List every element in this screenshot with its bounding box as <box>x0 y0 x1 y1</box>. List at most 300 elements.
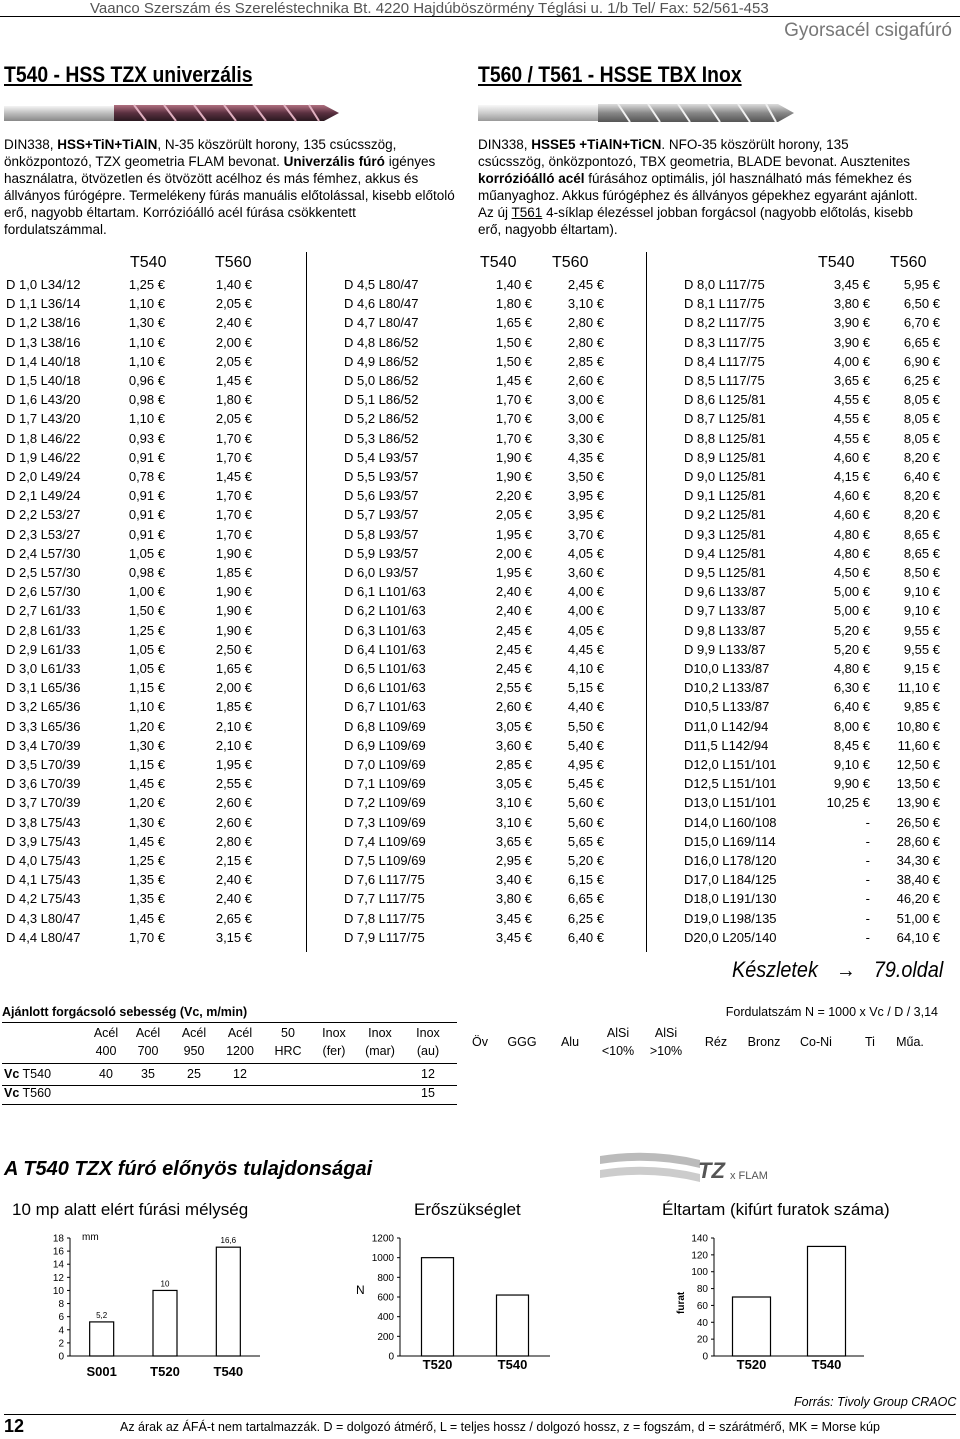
price-cell-size: D 2,8 L61/33 <box>6 622 81 638</box>
price-cell-t540-price: 5,20 € <box>833 641 870 657</box>
price-cell-t560-price: 38,40 € <box>896 872 940 888</box>
price-cell-t560-price: 1,70 € <box>215 507 252 523</box>
speed-header-cell: Inox <box>416 1026 440 1040</box>
price-cell-size: D 1,6 L43/20 <box>6 392 81 408</box>
price-cell-t540-price: 1,80 € <box>495 296 532 312</box>
speed-row-label <box>4 1067 51 1081</box>
chart3-title: Éltartam (kifúrt furatok száma) <box>662 1200 890 1219</box>
price-cell-t540-price: 0,91 € <box>128 526 165 542</box>
price-cell-t540-price: 3,10 € <box>495 814 532 830</box>
price-cell-t540-price: 3,80 € <box>833 296 870 312</box>
price-cell-size: D 3,5 L70/39 <box>6 757 81 772</box>
price-cell-t560-price: 2,55 € <box>215 776 252 792</box>
t560-drill-image <box>478 98 798 128</box>
price-cell-t540-price: 4,55 € <box>833 411 870 427</box>
y-tick-label: 4 <box>58 1325 64 1337</box>
speed-header-cell: GGG <box>507 1035 537 1049</box>
y-tick-label: 2 <box>58 1338 64 1350</box>
price-cell-t540-price: 3,45 € <box>833 277 870 292</box>
y-tick-label: 0 <box>702 1351 708 1363</box>
chart-force-requirement <box>340 1228 580 1388</box>
y-tick-label: 6 <box>58 1312 64 1324</box>
price-cell-t560-price: 5,65 € <box>567 833 604 849</box>
price-cell-t540-price: 1,05 € <box>128 661 165 676</box>
speed-header-cell: AlSi <box>606 1026 630 1040</box>
price-cell-t560-price: 46,20 € <box>896 891 940 907</box>
speed-header-cell: 950 <box>183 1044 205 1058</box>
price-cell-t540-price: 0,93 € <box>128 430 165 446</box>
price-cell-t560-price: 9,10 € <box>903 603 940 619</box>
data-label: 10 <box>160 1279 170 1289</box>
price-cell-t560-price: 8,05 € <box>903 430 940 446</box>
price-cell-size: D 5,1 L86/52 <box>344 392 419 408</box>
price-cell-t540-price: 1,05 € <box>128 545 165 561</box>
price-cell-size: D 3,6 L70/39 <box>6 776 81 792</box>
price-cell-t560-price: 1,90 € <box>215 622 252 638</box>
price-cell-t540-price: 1,15 € <box>128 680 165 696</box>
price-cell-t540-price: 2,00 € <box>495 545 532 561</box>
price-cell-t540-price: 5,20 € <box>833 622 870 638</box>
price-cell-t560-price: 13,50 € <box>896 776 940 792</box>
price-cell-t540-price: 1,90 € <box>495 469 532 484</box>
price-cell-t560-price: 8,20 € <box>903 507 940 523</box>
price-cell-t540-price: 2,05 € <box>495 507 532 523</box>
price-cell-t560-price: 2,10 € <box>215 737 252 753</box>
bar <box>90 1322 114 1356</box>
price-cell-t560-price: 1,90 € <box>215 545 252 561</box>
price-cell-t540-price: 1,15 € <box>128 757 165 772</box>
speed-header-cell: 1200 <box>226 1044 254 1058</box>
price-cell-size: D 1,4 L40/18 <box>6 353 81 369</box>
price-cell-size: D 6,7 L101/63 <box>344 699 426 715</box>
price-cell-t540-price: 0,91 € <box>128 449 165 465</box>
speed-header-cell: Acél <box>227 1026 253 1040</box>
price-cell-size: D 3,2 L65/36 <box>6 699 81 715</box>
speed-row-label-bold: Vc <box>4 1086 20 1100</box>
price-cell-size: D18,0 L191/130 <box>684 891 777 907</box>
price-cell-t560-price: 51,00 € <box>896 910 940 926</box>
price-cell-t540-price: 3,90 € <box>833 315 870 331</box>
price-cell-t560-price: 2,80 € <box>567 315 604 331</box>
right-product-title: T560 / T561 - HSSE TBX Inox <box>478 62 742 87</box>
col1-t560-header: T560 <box>215 254 252 271</box>
price-cell-size: D 7,0 L109/69 <box>344 757 426 772</box>
price-cell-t540-price: 1,20 € <box>128 795 165 811</box>
category-title: Gyorsacél csigafúró <box>784 20 952 41</box>
price-cell-size: D 4,6 L80/47 <box>344 296 419 312</box>
price-cell-size: D 8,0 L117/75 <box>684 277 765 292</box>
price-cell-size: D 2,1 L49/24 <box>6 488 81 504</box>
speed-header-cell: 700 <box>137 1044 159 1058</box>
price-cell-t560-price: 3,95 € <box>567 488 604 504</box>
bar <box>422 1258 454 1356</box>
x-category-label: T520 <box>150 1364 180 1379</box>
footer-rule <box>4 1414 956 1415</box>
price-cell-size: D 3,0 L61/33 <box>6 661 81 676</box>
price-cell-t560-price: 3,30 € <box>567 430 604 446</box>
price-cell-size: D20,0 L205/140 <box>684 929 777 945</box>
price-cell-size: D 9,7 L133/87 <box>684 603 766 619</box>
price-cell-t560-price: 2,60 € <box>567 373 604 388</box>
y-tick-label: 10 <box>52 1285 64 1297</box>
price-cell-t540-price: 4,55 € <box>833 392 870 408</box>
price-cell-t560-price: 4,00 € <box>567 603 604 619</box>
price-cell-t560-price: 9,55 € <box>903 641 940 657</box>
bar <box>153 1290 177 1356</box>
col2-t540-header: T540 <box>480 254 517 271</box>
col2-t560-header: T560 <box>552 254 589 271</box>
price-cell-t540-price: 1,90 € <box>495 449 532 465</box>
price-cell-t560-price: 1,45 € <box>215 373 252 388</box>
price-cell-size: D 6,1 L101/63 <box>344 584 426 600</box>
price-cell-size: D12,0 L151/101 <box>684 757 777 772</box>
price-cell-t560-price: 3,10 € <box>567 296 604 312</box>
y-tick-label: 100 <box>691 1267 708 1279</box>
y-tick-label: 8 <box>58 1299 64 1311</box>
price-cell-t560-price: 1,85 € <box>215 699 252 715</box>
price-cell-t560-price: 2,05 € <box>215 353 252 369</box>
y-tick-label: 0 <box>388 1351 394 1363</box>
price-cell-t540-price: 1,70 € <box>495 430 532 446</box>
price-cell-size: D 3,8 L75/43 <box>6 814 81 830</box>
speed-header-cell: 400 <box>95 1044 117 1058</box>
price-cell-size: D 9,2 L125/81 <box>684 507 766 523</box>
speed-row-label-rest: T540 <box>19 1067 52 1081</box>
price-cell-size: D 2,7 L61/33 <box>6 603 81 619</box>
price-cell-size: D 7,6 L117/75 <box>344 872 425 888</box>
price-cell-t560-price: 34,30 € <box>896 853 940 868</box>
price-cell-size: D 8,5 L117/75 <box>684 373 765 388</box>
price-cell-t540-price: 1,10 € <box>128 699 165 715</box>
price-cell-size: D 4,7 L80/47 <box>344 315 419 331</box>
price-cell-size: D16,0 L178/120 <box>684 853 777 868</box>
price-cell-t560-price: 8,65 € <box>903 526 940 542</box>
speed-header-cell: AlSi <box>654 1026 678 1040</box>
price-cell-t540-price: 1,10 € <box>128 296 165 312</box>
price-cell-t560-price: 2,05 € <box>215 296 252 312</box>
price-cell-t560-price: 6,15 € <box>567 872 604 888</box>
price-cell-size: D 3,9 L75/43 <box>6 833 81 849</box>
price-cell-t540-price: 2,55 € <box>495 680 532 696</box>
price-cell-size: D 2,3 L53/27 <box>6 526 81 542</box>
price-cell-t560-price: 2,45 € <box>567 277 604 292</box>
price-cell-t560-price: 8,50 € <box>903 565 940 580</box>
speed-header-cell: 50 <box>281 1026 295 1040</box>
speed-row-label-rest: T560 <box>19 1086 52 1100</box>
price-cell-size: D 1,1 L36/14 <box>6 296 81 312</box>
speed-header-cell: Öv <box>472 1035 488 1049</box>
price-cell-t540-price: 3,90 € <box>833 334 870 350</box>
price-cell-t560-price: 4,45 € <box>567 641 604 657</box>
price-cell-t560-price: 5,20 € <box>567 853 604 868</box>
price-cell-t560-price: 4,95 € <box>567 757 604 772</box>
price-cell-size: D 7,4 L109/69 <box>344 833 426 849</box>
price-cell-t560-price: 1,40 € <box>215 277 252 292</box>
price-cell-size: D10,0 L133/87 <box>684 661 770 676</box>
price-cell-size: D 1,0 L34/12 <box>6 277 81 292</box>
price-cell-size: D 7,5 L109/69 <box>344 853 426 868</box>
speed-header-cell: (fer) <box>322 1044 346 1058</box>
right-product-description: DIN338, HSSE5 +TiAlN+TiCN. NFO-35 köszörült horony, 135 csúcsszög, önközpontozó, TBX geometria, BLADE bevonat. Ausztenites korrózióálló acél fúrásához optimális, jól használható más fémekhez és műanyaghoz. Akkus fúrógéphez és állványos gépekhez egyaránt ajánlott. Az új T561 4-síklap élezéssel jobban forgácsol (nagyobb előtolás, kisebb erő, nagyobb éltartam). <box>478 137 918 237</box>
y-tick-label: 20 <box>696 1334 708 1346</box>
price-cell-size: D 8,9 L125/81 <box>684 449 766 465</box>
price-cell-t560-price: 1,90 € <box>215 603 252 619</box>
price-cell-size: D10,5 L133/87 <box>684 699 770 715</box>
price-cell-t540-price: 1,10 € <box>128 353 165 369</box>
price-cell-size: D 6,0 L93/57 <box>344 565 419 580</box>
price-cell-size: D 6,6 L101/63 <box>344 680 426 696</box>
price-cell-size: D 5,6 L93/57 <box>344 488 419 504</box>
price-cell-t560-price: 1,70 € <box>215 488 252 504</box>
price-cell-t540-price: 1,10 € <box>128 411 165 427</box>
speed-value-cell: 12 <box>421 1067 435 1081</box>
price-cell-t540-price: 6,40 € <box>833 699 870 715</box>
speed-header-cell: >10% <box>649 1044 683 1058</box>
data-label: 5,2 <box>96 1310 108 1320</box>
speed-value-cell: 12 <box>233 1067 247 1081</box>
price-cell-size: D 3,3 L65/36 <box>6 718 81 734</box>
price-cell-t540-price: 3,40 € <box>495 872 532 888</box>
price-cell-t540-price: 2,45 € <box>495 641 532 657</box>
speed-header-cell: Bronz <box>747 1035 781 1049</box>
price-cell-size: D 7,8 L117/75 <box>344 910 425 926</box>
price-cell-size: D 5,2 L86/52 <box>344 411 419 427</box>
price-cell-size: D 9,3 L125/81 <box>684 526 766 542</box>
price-cell-t560-price: 2,60 € <box>215 814 252 830</box>
speed-header-cell: (au) <box>416 1044 440 1058</box>
price-cell-size: D11,0 L142/94 <box>684 718 769 734</box>
x-category-label: T520 <box>422 1357 453 1372</box>
y-tick-label: 18 <box>52 1233 64 1245</box>
features-title: A T540 TZX fúró előnyös tulajdonságai <box>4 1158 373 1180</box>
price-cell-size: D 6,4 L101/63 <box>344 641 426 657</box>
price-cell-size: D 5,5 L93/57 <box>344 469 419 484</box>
price-cell-size: D15,0 L169/114 <box>684 833 776 849</box>
price-cell-t560-price: 6,40 € <box>903 469 940 484</box>
price-cell-size: D 6,8 L109/69 <box>344 718 426 734</box>
stock-label: Készletek <box>732 957 818 982</box>
speed-header-cell: Acél <box>93 1026 119 1040</box>
y-tick-label: 0 <box>58 1351 64 1363</box>
price-cell-t560-price: 9,10 € <box>903 584 940 600</box>
cutting-speed-section <box>2 1005 958 1109</box>
price-cell-t540-price: 3,65 € <box>495 833 532 849</box>
price-cell-t540-price: 4,80 € <box>833 661 870 676</box>
price-cell-size: D 4,2 L75/43 <box>6 891 81 907</box>
price-cell-t560-price: 6,25 € <box>567 910 604 926</box>
price-cell-size: D 4,4 L80/47 <box>6 929 81 945</box>
price-cell-t560-price: 1,80 € <box>215 392 252 408</box>
left-product-description: DIN338, HSS+TiN+TiAlN, N-35 köszörült horony, 135 csúcsszög, önközpontozó, TZX geometria FLAM bevonat. Univerzális fúró igényes használatra, ötvözetlen és ötvözött acélhoz és más fémhez, akkus és állványos fúrógépre. Termelékeny fúrás manuális előtolással, kisebb előtoló erő, nagyobb éltartam. Korrózióálló acél fúrása csökkentett fordulatszámmal. <box>4 137 455 237</box>
price-cell-t540-price: 3,05 € <box>495 718 532 734</box>
price-cell-size: D 9,4 L125/81 <box>684 545 766 561</box>
price-cell-size: D 8,3 L117/75 <box>684 334 765 350</box>
price-cell-size: D 8,8 L125/81 <box>684 430 766 446</box>
price-cell-t540-price: 1,70 € <box>128 929 165 945</box>
bar <box>497 1295 529 1356</box>
price-cell-size: D 1,3 L38/16 <box>6 334 81 350</box>
speed-table-rule <box>2 1085 457 1086</box>
price-cell-size: D 4,0 L75/43 <box>6 853 81 868</box>
price-cell-t560-price: 6,50 € <box>903 296 940 312</box>
price-cell-t560-price: 6,70 € <box>903 315 940 331</box>
price-cell-t540-price: 4,50 € <box>833 565 870 580</box>
price-cell-t540-price: 1,65 € <box>495 315 532 331</box>
price-cell-t560-price: 6,65 € <box>903 334 940 350</box>
speed-header-cell: Co-Ni <box>800 1035 832 1049</box>
price-cell-t560-price: 2,60 € <box>215 795 252 811</box>
price-cell-t540-price: - <box>865 814 870 830</box>
price-cell-t540-price: 3,10 € <box>495 795 532 811</box>
y-axis-label: mm <box>82 1232 99 1243</box>
y-tick-label: 16 <box>52 1246 64 1258</box>
price-cell-size: D 9,1 L125/81 <box>684 488 766 504</box>
price-cell-t560-price: 11,10 € <box>897 680 940 696</box>
price-cell-t540-price: 4,60 € <box>833 488 870 504</box>
price-cell-t560-price: 3,00 € <box>567 392 604 408</box>
price-cell-t560-price: 4,05 € <box>567 622 604 638</box>
price-cell-t560-price: 8,05 € <box>903 411 940 427</box>
price-cell-t560-price: 6,40 € <box>567 929 604 945</box>
price-cell-size: D 8,6 L125/81 <box>684 392 766 408</box>
source-note: Forrás: Tivoly Group CRAOC <box>794 1395 957 1409</box>
x-category-label: T520 <box>736 1357 767 1372</box>
price-cell-size: D 5,9 L93/57 <box>344 545 419 561</box>
speed-row-label-bold: Vc <box>4 1067 20 1081</box>
price-cell-t540-price: 10,25 € <box>826 795 870 811</box>
price-cell-t540-price: 0,91 € <box>128 488 165 504</box>
price-cell-size: D 3,4 L70/39 <box>6 737 81 753</box>
y-tick-label: 80 <box>696 1284 708 1296</box>
col3-t540-header: T540 <box>818 254 855 271</box>
company-header: Vaanco Szerszám és Szereléstechnika Bt. 4220 Hajdúböszörmény Téglási u. 1/b Tel/ Fax: 52/561-453 <box>90 0 769 17</box>
y-tick-label: 12 <box>52 1272 64 1284</box>
price-cell-t560-price: 2,50 € <box>215 641 252 657</box>
price-cell-t540-price: 4,15 € <box>833 469 870 484</box>
price-cell-size: D 2,2 L53/27 <box>6 507 81 523</box>
speed-header-cell: Alu <box>560 1035 580 1049</box>
price-cell-size: D 5,4 L93/57 <box>344 449 419 465</box>
speed-header-cell: Inox <box>322 1026 346 1040</box>
price-cell-t560-price: 9,15 € <box>903 661 940 676</box>
price-cell-t560-price: 4,10 € <box>567 661 604 676</box>
price-cell-t560-price: 4,05 € <box>567 545 604 561</box>
price-cell-t560-price: 5,60 € <box>567 814 604 830</box>
price-cell-t540-price: - <box>865 910 870 926</box>
price-cell-t540-price: 1,40 € <box>495 277 532 292</box>
price-cell-size: D 7,2 L109/69 <box>344 795 426 811</box>
price-cell-t540-price: 2,20 € <box>495 488 532 504</box>
price-cell-t540-price: 5,00 € <box>833 603 870 619</box>
price-cell-t560-price: 3,00 € <box>567 411 604 427</box>
chart-drilling-depth <box>30 1228 270 1388</box>
arrow-right-icon: → <box>835 957 856 982</box>
speed-value-cell: 35 <box>141 1067 155 1081</box>
speed-header-cell: HRC <box>274 1044 302 1058</box>
tzx-flam-logo <box>600 1152 800 1186</box>
price-cell-t560-price: 2,80 € <box>215 833 252 849</box>
header-rule <box>0 16 960 17</box>
speed-header-cell: (mar) <box>365 1044 395 1058</box>
price-cell-t560-price: 5,60 € <box>567 795 604 811</box>
x-category-label: T540 <box>213 1364 244 1379</box>
price-cell-t560-price: 3,95 € <box>567 507 604 523</box>
speed-row-label <box>4 1086 51 1100</box>
chart1-title: 10 mp alatt elért fúrási mélység <box>12 1200 249 1219</box>
price-cell-t540-price: 1,25 € <box>128 853 165 868</box>
price-cell-size: D 1,7 L43/20 <box>6 411 81 427</box>
y-tick-label: 1000 <box>371 1253 394 1265</box>
speed-header-cell: Ti <box>865 1035 875 1049</box>
y-tick-label: 600 <box>377 1292 394 1304</box>
price-cell-t560-price: 4,00 € <box>567 584 604 600</box>
y-tick-label: 14 <box>52 1259 64 1271</box>
price-cell-t560-price: 1,85 € <box>215 565 252 580</box>
price-cell-size: D 9,6 L133/87 <box>684 584 766 600</box>
y-tick-label: 800 <box>377 1272 394 1284</box>
price-cell-size: D 5,0 L86/52 <box>344 373 419 388</box>
price-cell-t540-price: 1,35 € <box>128 891 165 907</box>
price-cell-size: D 9,9 L133/87 <box>684 641 766 657</box>
price-cell-size: D 2,6 L57/30 <box>6 584 81 600</box>
price-cell-t540-price: 5,00 € <box>833 584 870 600</box>
x-category-label: S001 <box>86 1364 117 1379</box>
price-cell-t560-price: 2,80 € <box>567 334 604 350</box>
price-cell-t540-price: 2,95 € <box>495 853 532 868</box>
price-cell-size: D 1,9 L46/22 <box>6 449 81 465</box>
price-cell-t540-price: 1,30 € <box>128 737 165 753</box>
price-cell-t540-price: 2,45 € <box>495 622 532 638</box>
price-cell-t560-price: 8,05 € <box>903 392 940 408</box>
price-cell-t540-price: 0,98 € <box>128 392 165 408</box>
stock-reference[interactable] <box>732 957 943 983</box>
y-axis-label: furat <box>676 1291 687 1314</box>
price-cell-size: D11,5 L142/94 <box>684 737 769 753</box>
speed-header-cell: Inox <box>368 1026 392 1040</box>
price-cell-t540-price: - <box>865 891 870 907</box>
y-tick-label: 40 <box>696 1317 708 1329</box>
price-cell-size: D 6,9 L109/69 <box>344 737 426 753</box>
price-cell-t540-price: 4,60 € <box>833 449 870 465</box>
price-cell-t540-price: 3,05 € <box>495 776 532 792</box>
speed-value-cell: 25 <box>187 1067 201 1081</box>
y-tick-label: 120 <box>691 1250 708 1262</box>
price-cell-size: D 2,0 L49/24 <box>6 469 81 484</box>
price-cell-size: D 1,5 L40/18 <box>6 373 81 388</box>
speed-value-cell: 40 <box>99 1067 113 1081</box>
price-cell-t560-price: 2,10 € <box>215 718 252 734</box>
speed-table-rule <box>2 1104 457 1105</box>
price-cell-size: D 9,8 L133/87 <box>684 622 766 638</box>
price-cell-size: D 2,4 L57/30 <box>6 545 81 561</box>
price-cell-t540-price: 0,91 € <box>128 507 165 523</box>
y-tick-label: 400 <box>377 1312 394 1324</box>
logo-text: TZ <box>698 1158 725 1183</box>
price-cell-t540-price: 2,40 € <box>495 584 532 600</box>
price-cell-size: D 8,2 L117/75 <box>684 315 765 331</box>
price-list-3 <box>646 275 960 955</box>
price-cell-t540-price: 1,95 € <box>495 565 532 580</box>
price-cell-t560-price: 5,40 € <box>567 737 604 753</box>
bar <box>733 1297 771 1356</box>
price-cell-size: D 4,5 L80/47 <box>344 277 419 292</box>
price-cell-t540-price: 1,50 € <box>128 603 165 619</box>
bar <box>808 1246 846 1356</box>
price-cell-size: D19,0 L198/135 <box>684 910 777 926</box>
price-cell-t560-price: 8,20 € <box>903 449 940 465</box>
price-cell-t560-price: 1,70 € <box>215 526 252 542</box>
price-cell-size: D 4,3 L80/47 <box>6 910 81 926</box>
